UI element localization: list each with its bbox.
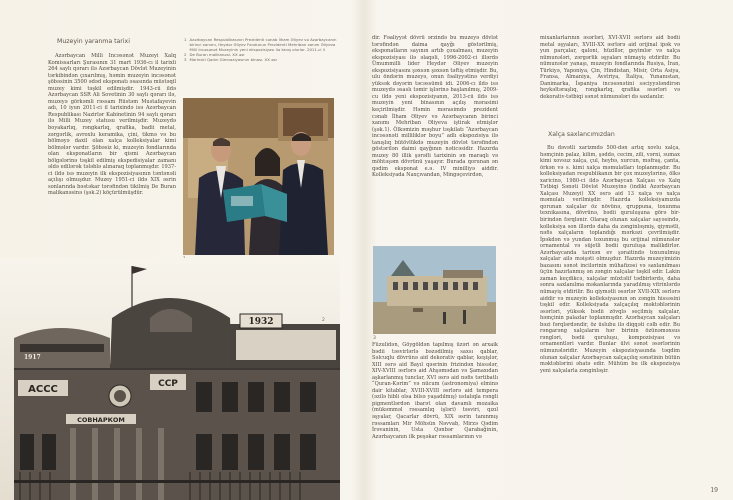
right-text-column-top xyxy=(540,35,680,125)
officials-photo xyxy=(183,98,334,255)
building-sign-left: АССС xyxy=(28,384,58,395)
building-sign-center: СОВНАРКОМ xyxy=(77,416,125,424)
right-text-column xyxy=(540,145,680,490)
middle-text-column-top xyxy=(372,35,498,240)
middle-text-column-bottom xyxy=(372,342,498,497)
carpet-section-heading: Xalça saxlancımızdan xyxy=(548,131,615,138)
page-number: 19 xyxy=(710,487,718,494)
museum-building-photo xyxy=(0,258,340,500)
figure-3-number: 3 xyxy=(373,336,376,341)
right-paragraph-top: mixanlarlarının əsərləri, XVI-XVII əsrlərə aid bədii metal əşyaları, XVIII-XX əsrlərə aid orijinal ipək və yun parçalar, qaloni, hüzillər, geyimlər və xalça nümunələri, zərgərlik əşyaları nümayiş etdirilir. Bu nümunələr yanaşı, muzeyin fondlarında Rusiya, İran, Türkiyə, Yaponiya, Çin, Hindistan, Misir, Orta Asiya, Fransa, Almaniya, Avstriya, İtaliya, Yunanıstan, Danimarka, İspaniya incəsənətini səciyyələndirən heykəltəraşlıq, rəngkarlıq, qrafika əsərləri və dekorativ-tətbiqi sənət nümunələri də saxlanılır. xyxy=(540,35,680,100)
building-year-plaque: 1932 xyxy=(248,317,274,327)
middle-paragraph: dir. Fəaliyyət dövrü ərzində bu muzeyə dövlət tərəfindən daima qayğı göstərilmiş, eksponatların sayının artıb çoxalması, muzeyin ekspozisiyası ilə əlaqəli, 1996-2002-ci illərdə Ümummilli lider Heydər Əliyev muzeyin ekspozisiyasını şəxsən şəxsən təftiş etmişdir. Bu, ulu öndərin muzeyə, onun fəaliyyətinə verdiyi yüksək dəyərin təcəssümü idi. 2006-cı ildə isə muzeydə əsaslı təmir işlərinə başlanılmış, 2009-cu ildə yeni ekspozisiyanın, 2013-cü ildə isə muzeyin yeni binasının açılış mərasimi keçirilmişdir. Həmin mərasimdə prezident cənab İlham Əliyev və Azərbaycanın birinci xanımı Mehriban Əliyeva iştirak etmişlər (şək.1). Ölkəmizin məşhur təşkilatı “Azərbaycan incəsənəti milliliklər boyu” adlı ekspozisiya ilə tanışlıq bütövlükdə muzeyin dövlət tərəfindən göstərilən daimi qayğının nəticəsidir. Hazırda muzey 80 illik şərəfli tarixinin ən maraqlı və möhtəşəm dövrünü yaşayır. Burada qorunan ən qədim eksponat e.ə. IV minilliyə aiddir. Kolleksiyada Naxçıvandan, Mingəçevirdən, xyxy=(372,35,498,179)
section-heading: Muzeyin yaranma tarixi xyxy=(57,38,130,45)
caption-3: 3 Marinski Qadın Gimnaziyasının binası. XX əsr xyxy=(184,56,278,62)
building-year-left: 1917 xyxy=(24,354,41,361)
caption-2: 2 De Buran malikanəsi. XX əsr xyxy=(184,51,245,57)
captions-block xyxy=(184,38,342,63)
right-paragraph: Bu dəvətli xarizmdə 500-dən artıq xovlu xalça, həmçinin palaz, kilim, şəddə, cecim, zili, vərni, sumax kimi xovsuz xalça, çul, heybə, xurcun, məfraş, çanta, örkən və s. kimi xalça məmulatları toplanmışdır. Bu kolleksiyadan respublikanın bir çox muzeylərinə, ölkə xaricinə, 1980-ci ildə Azərbaycan Xalçası və Xalq Tətbiqi Sənəti Dövlət Muzeyinə (indiki Azərbaycan Xalçası Muzeyi) XX əsrə aid 13 xalça və xalça məmulatı verilmişdir. Hazırda kolleksiyamızda qorunan xalçalar öz növünə, qruppuna, toxunma texnikasına, dövrünə, bədii quruluşuna görə bir-birindən fərqlənir. Olaraq olunan xalçalar sayəsində, kolleksiya son illərdə daha da zənginləşmiş, qiymətli, nəfis xalçaların toplandığı mərkəzi çevrilmişdir. İpəkdən və yundan toxunmuş bu orijinal nümunələr ornamental və süjetli bədii quruluşa malikdirlər. Azərbaycanda tarixən ev şəraitində toxunulmuş xalçalar ailə məişəti olmuşdur. Hazırda muzeyimizin bazasını sənət incilərinin mühafizəsi və saxlanılması üçün hazırlanmış ən zəngin xalçalar təşkil edir. Lakin zaman keçdikcə, xalçalar müxtəlif tədbirlərdə, daha sonra saxlanılma məkanlarında yaradılmış vitrinlərdə nümayiş etdirilir. Bu qiymətli əsərlər XVII-XIX əsrlərə aiddir və muzeyin kolleksiyasının ən zəngin hissəsini təşkil edir. Kolleksiyada xalçaçılıq məktəblərinin əsərləri, yüksək bədii zövqlə seçilmiş xalçalar, həmçinin palazlar toplanmışdır. Azərbaycan xalçaları bəzi fərqlərdəndir, öz üslubu ilə diqqəti cəlb edir. Bu rəngarəng xalçaların hər birinin özünəməxsus rəngləri, bədii quruluşu, kompozisiyası və ornamentləri vardır. Bunlar ülvi sənət əsərlərinin nümunələridir. Muzeyin ekspozisiyasında təqdim olunan xalçalar Azərbaycan xalçaçılıq sənətinin bütün məktəblərini əhatə edir. Mühüm bu ilk ekspozisiya yeni xalçalarla zənginləşir. xyxy=(540,145,680,374)
caption-1: 1 Azərbaycan Respublikasının Prezidenti cənab İlham Əliyev və Azərbaycanın birinci xanımı, Heydər Əliyev Fondunun Prezidenti Mehriban xanım Əliyeva Milli İncəsənət Muzeyinin yeni ekspozisiyası ilə tanış olurlar. 2011-ci il xyxy=(184,37,337,52)
left-text-column xyxy=(48,53,176,261)
figure-2-number: 2 xyxy=(322,318,325,323)
left-paragraph: Azərbaycan Milli İncəsənət Muzeyi Xalq Komissarları Şurasının 31 mart 1936-cı il tarixli 264 saylı qərarı ilə Azərbaycan Dövlət Muzeyinin tərkibindən çıxarılmış, həmin muzeyin incəsənət şöbəsinin 3500 ədəd eksponatı əsasında müstəqil muzey kimi təşkil edilmişdir. 1943-cü ildə Azərbaycan SSR Ali Sovetinin 30 saylı qərarı ilə, muzeyə görkəmli rəssam Rüstəm Mustafayevin adı, 10 iyun 2011-ci il tarixində isə Azərbaycan Respublikası Nazirlər Kabinetinin 94 saylı qərarı ilə Milli Muzey statusu verilmişdir. Muzeydə boyakarlıq, rəngkarlıq, qrafika, badii metal, zərgərlik, avroxlu keramika, çini, tikmə və bu bölməyə daxil olan xalça kolleksiyalar kimi bölmələr vardır. Şöbəsiz ki, muzeyin fondlarında olan eksponatların bir qismi Azərbaycan bölgələrinə təşkil edilmiş ekspedisiyalar zamanı əldə edilərək tələblə alınaraq toplanmışdır. 1937-ci ildə isə muzeyin ilk ekspozisiyasının təntənəli açılışı olmuşdur. Muzey 1951-ci ildə XIX əsrin sonlarında bəstəkar tərəfindən tikilmiş De Buran malikanəsinə (şək.2) köçürülmüşdür. xyxy=(48,53,176,197)
middle-paragraph-bottom: Füzulidən, Göygöldən tapılmış üzəri ən arxaik bədii təsvirlərlə bəzədilmiş saxsı qablar, Səlcuqlu dövrünə aid dekorativ qablar, keşişlər, XIII əsrə aid Bayıl qəsrinin frizindən hissələr, XIV-XVIII əsrlərə aid Ahşəmədan və Şamaxıdan aşkarlanmış tunclar, XVI əsrə aid nəfis tərtibatlı “Quran-Kərim” və nücum (astronomiya) elminə dair kitablar, XVIII-XVIII əsrlərə aid tempera (əzilə hibli olsa bilsə yaşadılmış) ustalıqla rəngli pigmentlərdən ibarət olan davamlı mozaika (mükəmməl rəssamlıq işləri) təsviri, qızıl əşyalar, Qacarlar dövrü, XIX əsrin tanınmış rəssamları Mir Möhsün Nəvvab, Mirzə Qədim İrəvaninin, Usta Qənbər Qarabağinin, Azərbaycanın ilk peşəkar rəssamlarının və xyxy=(372,342,498,440)
gymnasium-building-photo xyxy=(373,246,496,334)
building-sign-right: ССР xyxy=(158,379,178,389)
